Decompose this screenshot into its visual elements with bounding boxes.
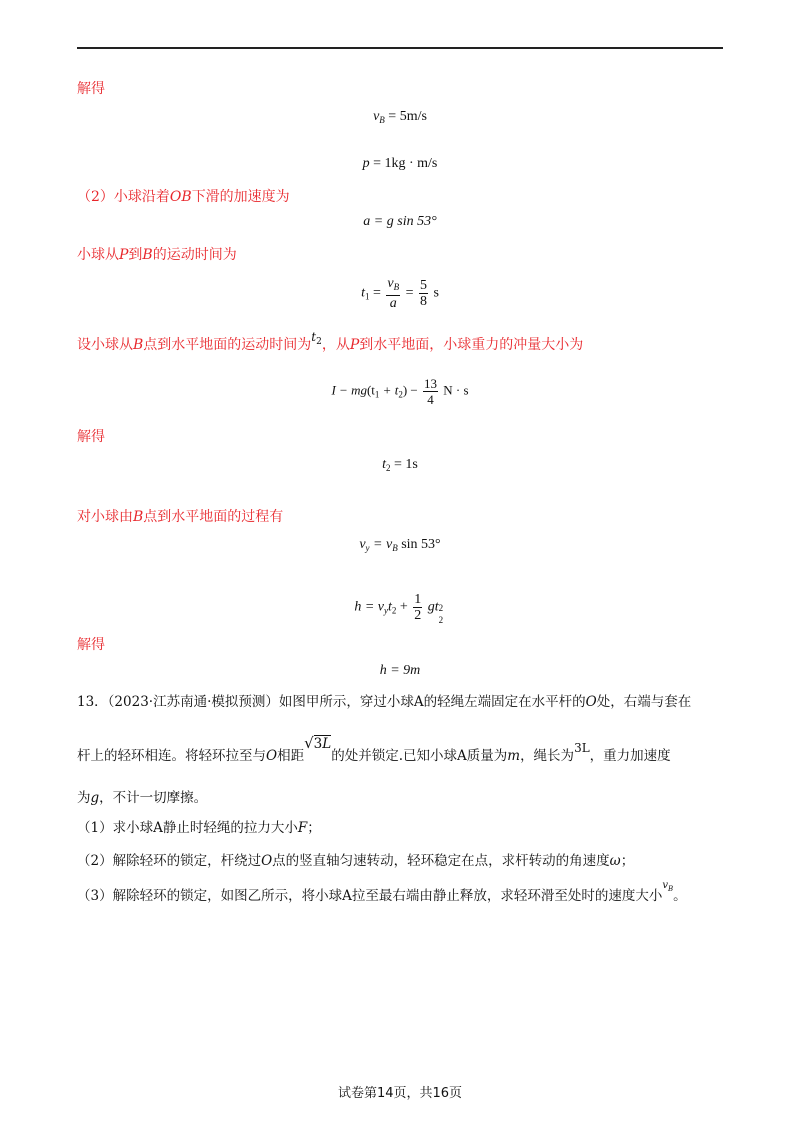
text-process: 对小球由B点到水平地面的过程有 [77,509,284,525]
equation-h-final: h = 9m [379,663,421,678]
question-13-item-1: （1）求小球A静止时轻绳的拉力大小F； [77,820,321,836]
text-motion-time: 小球从P到B的运动时间为 [77,247,237,263]
page-footer: 试卷第14页，共16页 [337,1086,463,1101]
equation-impulse: $I - mg(t_1 + t_2)$ − $\frac{13}{4}$ N · s [331,376,469,407]
text-jiede-2: 解得 [77,429,105,445]
equation-height: $h = v_yt_2$ + $\frac{1}{2}$ gt 2 2 [354,592,444,625]
fraction-13-over-4: $\frac{13}{4}$ [424,376,437,407]
question-13-line-3: 为g，不计一切摩擦。 [77,790,208,806]
question-13-line-2: 杆上的轻环相连。将轻环拉至与O相距√3L的处并锁定.已知小球A质量为m，绳长为3L，重力加速度 [77,734,671,764]
equation-vb: $v_B = 5m/s$ [373,109,427,125]
equation-t1: $t_1$ = $\frac{v_B}{a}$ = $\frac{5}{8}$ s [361,276,439,311]
text-set-t2: 设小球从B点到水平地面的运动时间为$t_2$，从P到水平地面，小球重力的冲量大小为 [77,330,584,353]
equation-t2: $t_2 = 1s$ [382,457,418,473]
fraction-one-half: $\frac{1}{2}$ [414,592,422,623]
question-13-item-3: （3）解除轻环的锁定，如图乙所示，将小球A拉至最右端由静止释放，求轻环滑至处时的速度大小$^{v_B}$。 [77,880,687,904]
equation-momentum: p = 1kg · m/s [362,156,438,171]
equation-vy: $v_y = v_B$ sin 53° [359,537,441,553]
sqrt-3L: √3L [304,734,332,752]
question-13-item-2: （2）解除轻环的锁定，杆绕过O点的竖直轴匀速转动，轻环稳定在点，求杆转动的角速度ω； [77,853,635,869]
fraction-5-over-8: $\frac{5}{8}$ [419,278,427,309]
question-13-line-1: 13．（2023·江苏南通·模拟预测）如图甲所示，穿过小球A的轻绳左端固定在水平杆的O处，右端与套在 [77,694,692,710]
fraction-vb-over-a: $\frac{v_B}{a}$ [387,276,400,311]
header-rule [77,47,723,49]
text-jiede-1: 解得 [77,81,105,97]
text-jiede-3: 解得 [77,637,105,653]
text-q2-acceleration: （2）小球沿着OB下滑的加速度为 [77,189,290,205]
equation-acceleration: a = g sin 53° [363,214,437,229]
